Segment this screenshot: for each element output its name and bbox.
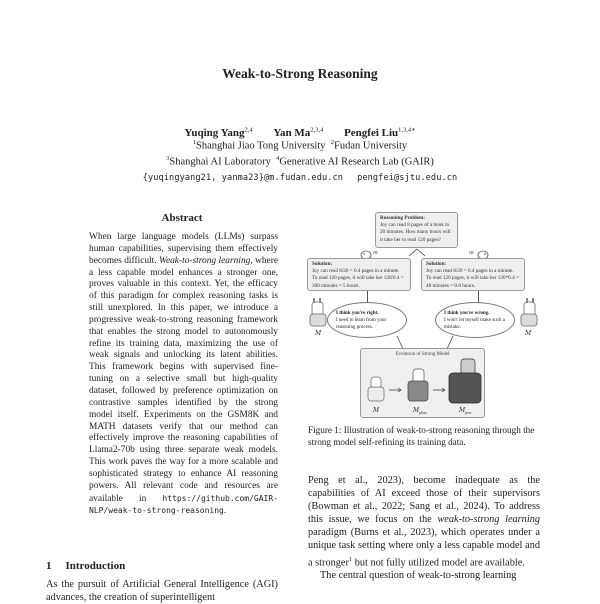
strong-model-llama-icon (517, 298, 541, 332)
introduction-body: As the pursuit of Artificial General Intelligence (AGI) advances, the creation of superintelligent (46, 579, 278, 603)
thought-cloud-agree: I think you're right. I need to learn from your reasoning process. (327, 302, 407, 338)
thought-cloud-disagree: I think you're wrong. I won't let myself make such a mistake. (435, 302, 515, 338)
right-column-body: Peng et al., 2023), become inadequate as the capabilities of AI exceed those of their supervisors (Bowman et al., 2022; Sang et al., 2024). To address this issue, we focus on the weak-to-strong learning paradigm (Burns et al., 2023), which operates under a unique task setting where only a less capable model and a stronger$^1$ but not fully utilized model are available. The central question of weak-to-strong learning (308, 475, 540, 582)
arrow-icon (405, 247, 429, 257)
affiliation-line-1: $^1$Shanghai Jiao Tong University $^2$Fudan University (192, 139, 408, 152)
figure-1: Reasoning Problem: Joy can read 8 pages of a book in 20 minutes. How many hours will it take her to read 120 pages? m m Solution: Joy can read 8/20 = 0.4 pages in a minute. To read 120 pages, it will take her 120/0.4 = 300 minutes = 5 hours. Solution: Joy can read 8/20 = 0.4 pages in a minute. To read 120 pages, it will take her 120*0.4 = 48 minutes = 0.8 hours. M M I think you're right. I need to learn from your reasoning process. I think you're wrong. I won't let myself make such a mistake. Evolution of Strong Model M $M_{plus}$ $M_{pro}$ (305, 210, 545, 420)
author: Pengfei Liu$^{1,3,4∗}$ (344, 126, 416, 139)
author-list (0, 125, 600, 139)
abstract-heading: Abstract (161, 212, 203, 224)
llama-pro-icon (447, 357, 483, 407)
abstract-body: When large language models (LLMs) surpass human capabilities, supervising them effectively becomes difficult. Weak-to-strong learning, where a less capable model enhances a stronger one, proves valuable in this context. Yet, the efficacy of this paradigm for complex reasoning tasks is still unexplored. In this paper, we introduce a progressive weak-to-strong reasoning framework that enables the strong model to autonomously refine its training data, maximizing the use of weak signals and unlocking its latent abilities. This framework begins with supervised fine-tuning on a selective small but high-quality dataset, followed by preference optimization on contrastive samples identified by the strong model itself. Experiments on the GSM8K and MATH datasets verify that our method can effectively improve the reasoning capabilities of Llama2-70b using three separate weak models. This work paves the way for a more scalable and sophisticated strategy to enhance AI reasoning powers. All relevant code and resources are available in https://github.com/GAIR-NLP/weak-to-strong-reasoning. (89, 232, 278, 517)
email[interactable]: {yuqingyang21, yanma23}@m.fudan.edu.cn (142, 173, 344, 183)
arrow-right-icon (389, 387, 403, 393)
reasoning-problem-box: Reasoning Problem: Joy can read 8 pages of a book in 20 minutes. How many hours will it take her to read 120 pages? (375, 212, 458, 248)
arrow-right-icon (433, 387, 447, 393)
section-heading-introduction: 1 Introduction (46, 560, 126, 572)
email[interactable]: pengfei@sjtu.edu.cn (357, 173, 458, 183)
figure-caption: Figure 1: Illustration of weak-to-strong reasoning through the strong model self-refining its training data. (308, 425, 535, 447)
solution-left-box: Solution: Joy can read 8/20 = 0.4 pages in a minute. To read 120 pages, it will take her 120/0.4 = 300 minutes = 5 hours. (307, 258, 411, 291)
author-emails (0, 173, 600, 183)
evo-label: $M_{plus}$ (413, 407, 427, 416)
footnote-marker[interactable]: 1 (348, 555, 353, 563)
llama-plus-icon (405, 365, 431, 405)
solution-right-box: Solution: Joy can read 8/20 = 0.4 pages in a minute. To read 120 pages, it will take her 120*0.4 = 48 minutes = 0.8 hours. (421, 258, 525, 291)
code-link[interactable]: https://github.com/GAIR-NLP/weak-to-strong-reasoning (89, 493, 278, 516)
author: Yan Ma$^{2,3,4}$ (273, 126, 324, 139)
author: Yuqing Yang$^{2,4}$ (184, 126, 253, 139)
paper-title: Weak-to-Strong Reasoning (222, 66, 378, 81)
llama-base-icon (365, 373, 387, 405)
evo-label: $M_{pro}$ (459, 407, 472, 416)
affiliation-line-2: $^3$Shanghai AI Laboratory $^4$Generative AI Research Lab (GAIR) (166, 155, 434, 168)
evolution-of-strong-model-box: Evolution of Strong Model M $M_{plus}$ $M_{pro}$ (360, 348, 485, 418)
